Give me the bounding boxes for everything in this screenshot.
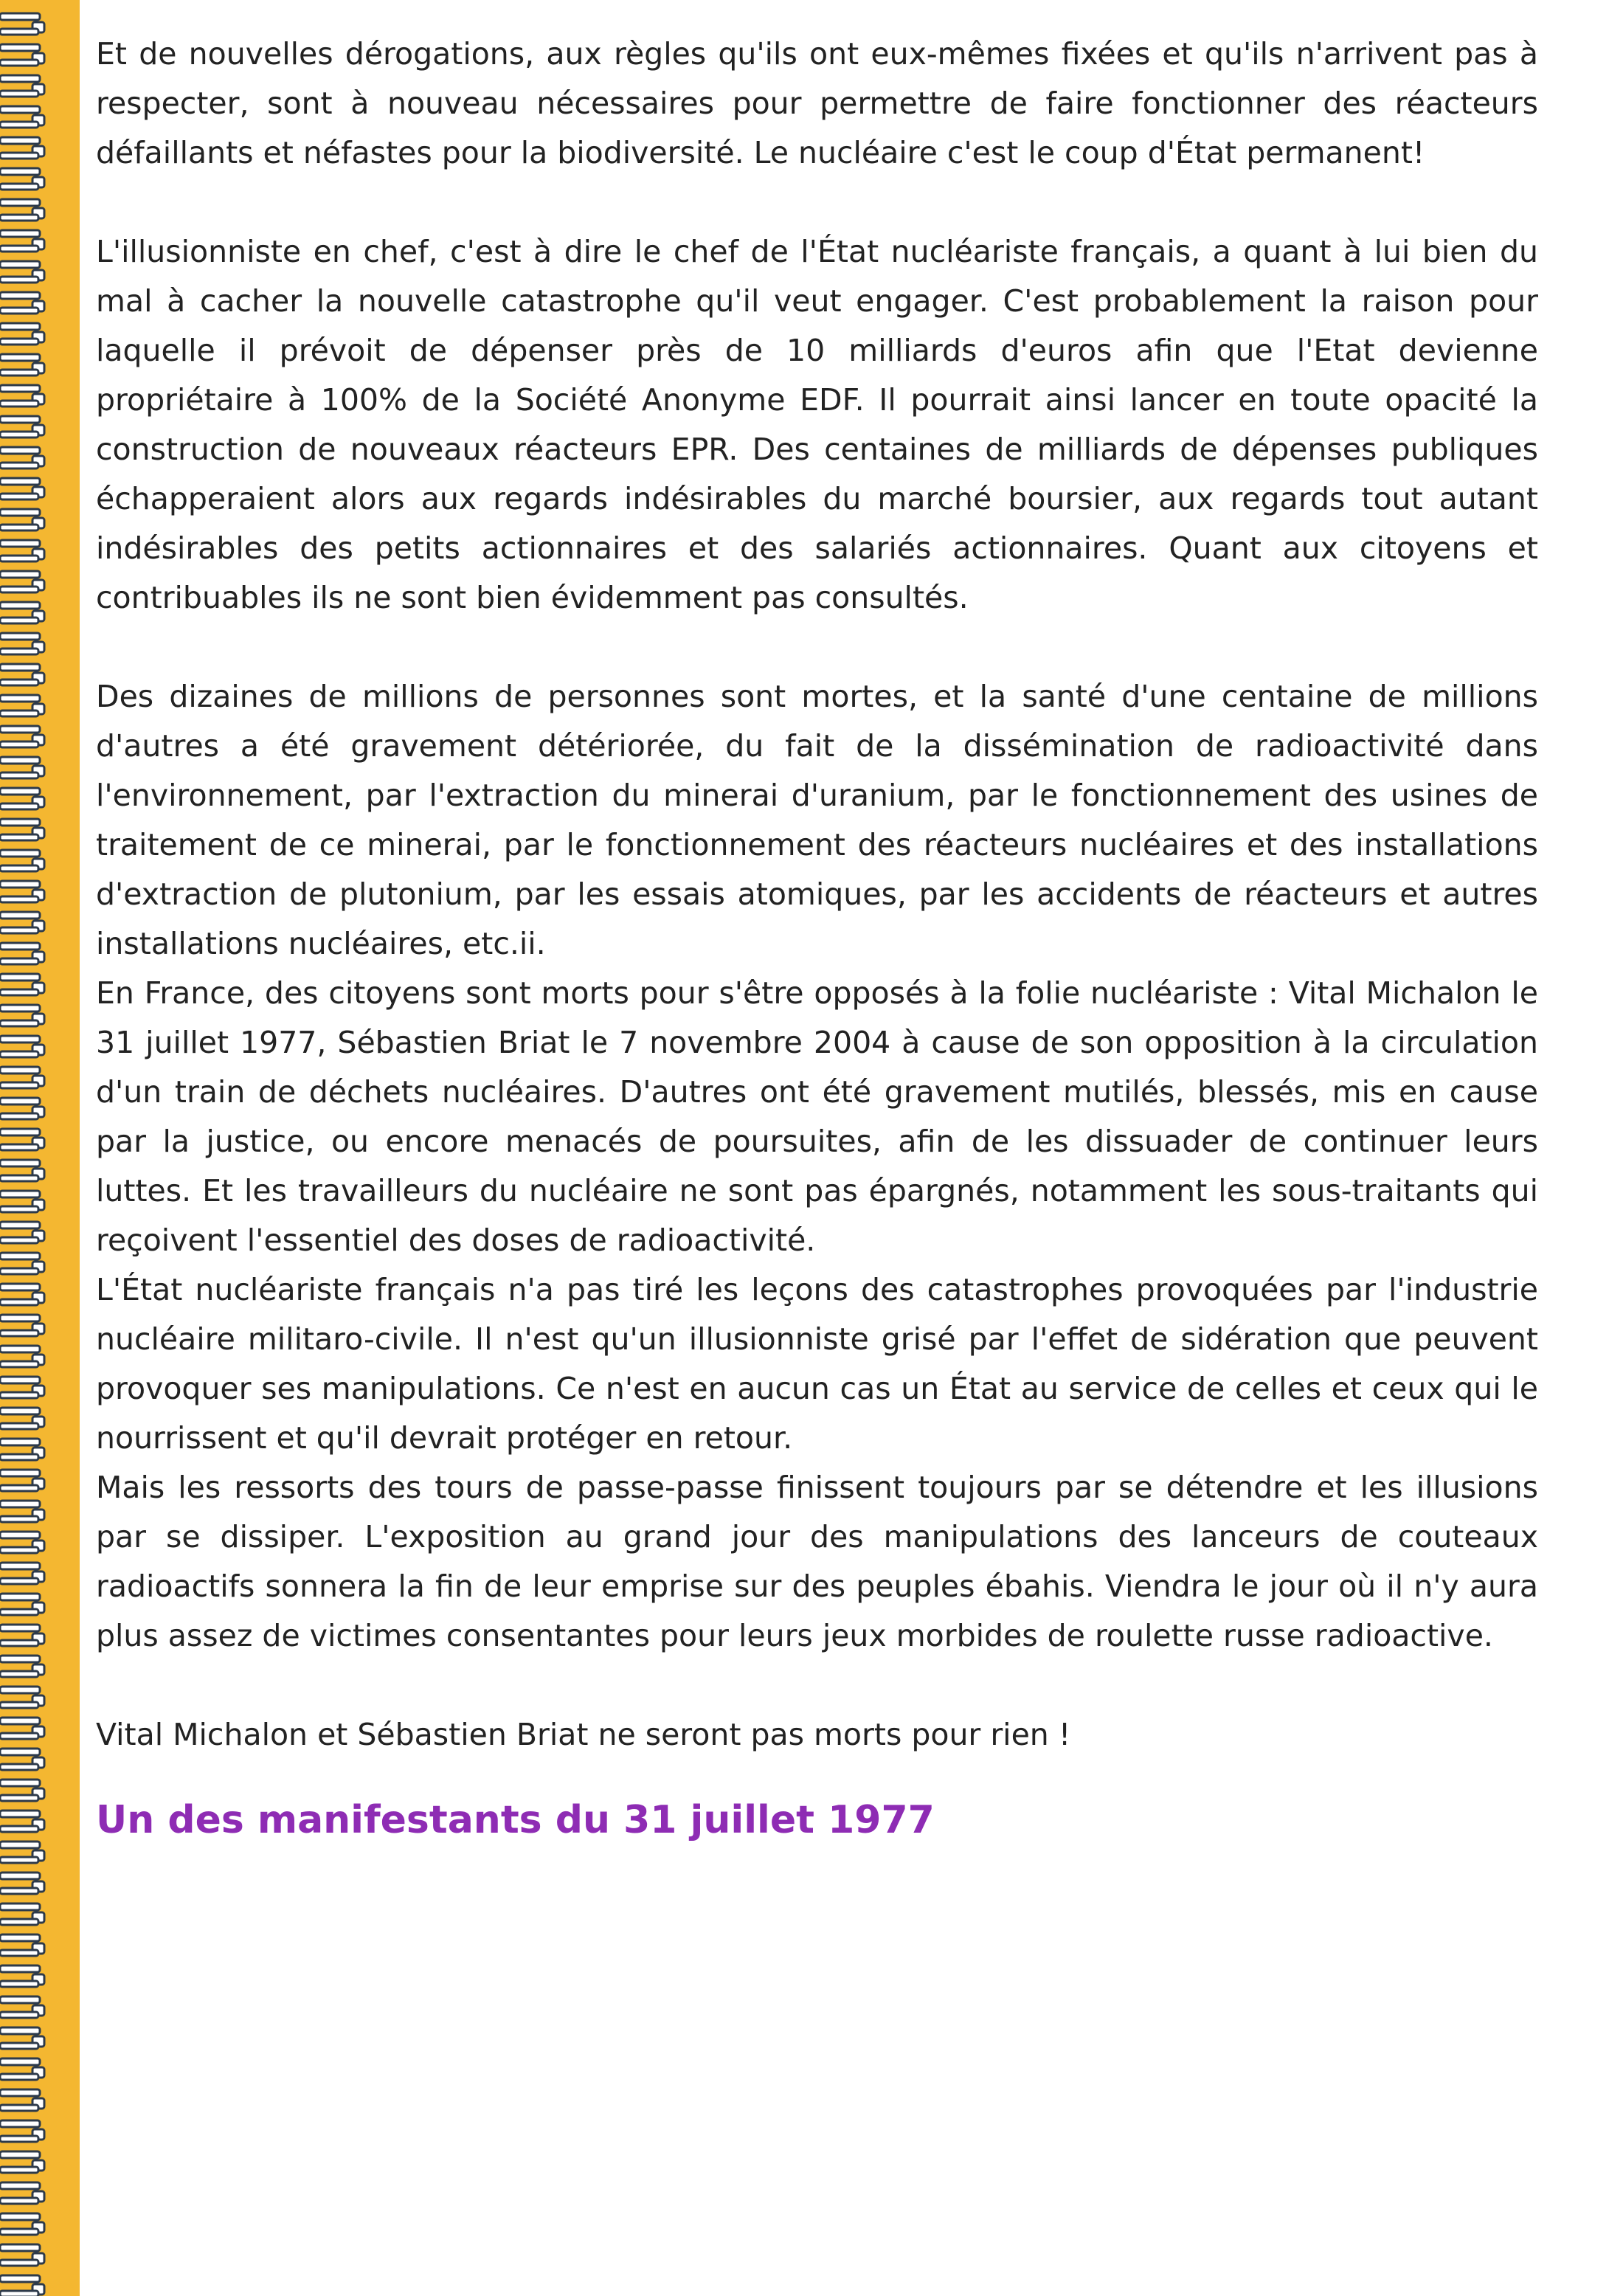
spiral-ring bbox=[0, 571, 44, 592]
spiral-ring bbox=[0, 2244, 44, 2266]
spiral-binding bbox=[0, 0, 80, 2296]
spiral-ring bbox=[0, 881, 44, 902]
spiral-ring bbox=[0, 1656, 44, 1677]
spiral-ring bbox=[0, 354, 44, 376]
spiral-ring bbox=[0, 385, 44, 407]
spiral-ring bbox=[0, 261, 44, 283]
spiral-ring bbox=[0, 2120, 44, 2142]
spiral-ring bbox=[0, 106, 44, 128]
spiral-ring bbox=[0, 540, 44, 561]
spiral-ring bbox=[0, 230, 44, 252]
spiral-ring bbox=[0, 2182, 44, 2204]
spiral-ring bbox=[0, 1873, 44, 1894]
spiral-ring bbox=[0, 695, 44, 716]
paragraph-etat-nucleariste: L'État nucléariste français n'a pas tiré les leçons des catastrophes provoquées par l'industrie nucléaire militaro-civile. Il n'est qu'un illusionniste grisé par l'effet de sidération que peuvent provoquer ses manipulations. Ce n'est en aucun cas un État au service de celles et ceux qui le nourrissent et qu'il devrait protéger en retour. bbox=[96, 1272, 1538, 1456]
spiral-ring bbox=[0, 1036, 44, 1057]
spiral-ring bbox=[0, 1563, 44, 1584]
spiral-ring bbox=[0, 292, 44, 314]
spiral-ring bbox=[0, 1067, 44, 1088]
spiral-ring bbox=[0, 1903, 44, 1925]
spiral-rings-graphic bbox=[0, 0, 80, 2296]
spiral-ring bbox=[0, 1811, 44, 1832]
spiral-ring bbox=[0, 602, 44, 623]
spiral-ring bbox=[0, 1284, 44, 1305]
spiral-ring bbox=[0, 2089, 44, 2111]
spiral-ring bbox=[0, 2275, 44, 2296]
spiral-ring bbox=[0, 1594, 44, 1615]
paragraph-france: En France, des citoyens sont morts pour s'être opposés à la folie nucléariste : Vital Michalon le 31 juillet 1977, Sébastien Briat le 7 novembre 2004 à cause de son opposition à la circulation d'un train de déchets nucléaires. D'autres ont été gravement mutilés, blessés, mis en cause par la justice, ou encore menacés de poursuites, afin de les dissuader de continuer leurs luttes. Et les travailleurs du nucléaire ne sont pas épargnés, notamment les sous-traitants qui reçoivent l'essentiel des doses de radioactivité. bbox=[96, 975, 1538, 1258]
spiral-ring bbox=[0, 478, 44, 499]
spiral-ring bbox=[0, 1346, 44, 1367]
spiral-ring bbox=[0, 1687, 44, 1708]
spiral-ring bbox=[0, 2151, 44, 2173]
document-body bbox=[96, 30, 1538, 1846]
spiral-ring bbox=[0, 1532, 44, 1553]
spiral-ring bbox=[0, 757, 44, 778]
spiral-ring bbox=[0, 447, 44, 468]
spiral-ring bbox=[0, 509, 44, 530]
spiral-ring bbox=[0, 1996, 44, 2018]
spiral-ring bbox=[0, 1965, 44, 1987]
spiral-ring bbox=[0, 199, 44, 221]
spiral-ring bbox=[0, 912, 44, 933]
spiral-ring bbox=[0, 1625, 44, 1646]
spiral-ring bbox=[0, 2027, 44, 2049]
spiral-ring bbox=[0, 2058, 44, 2080]
spiral-ring bbox=[0, 1439, 44, 1460]
spiral-ring bbox=[0, 75, 44, 97]
spiral-ring bbox=[0, 1842, 44, 1863]
paragraph-conclusion: Vital Michalon et Sébastien Briat ne seront pas morts pour rien ! bbox=[96, 1717, 1071, 1752]
spiral-ring bbox=[0, 943, 44, 964]
spiral-ring bbox=[0, 726, 44, 747]
spiral-ring bbox=[0, 13, 44, 35]
spiral-ring bbox=[0, 850, 44, 871]
spiral-ring bbox=[0, 1470, 44, 1491]
spiral-ring bbox=[0, 1749, 44, 1770]
spiral-ring bbox=[0, 168, 44, 190]
spiral-ring bbox=[0, 137, 44, 159]
spiral-ring bbox=[0, 788, 44, 809]
spiral-ring bbox=[0, 1315, 44, 1336]
spiral-ring bbox=[0, 1501, 44, 1522]
spiral-ring bbox=[0, 44, 44, 66]
paragraph-ressorts: Mais les ressorts des tours de passe-passe finissent toujours par se détendre et les illusions par se dissiper. L'exposition au grand jour des manipulations des lanceurs de couteaux radioactifs sonnera la fin de leur emprise sur des peuples ébahis. Viendra le jour où il n'y aura plus assez de victimes consentantes pour leurs jeux morbides de roulette russe radioactive. bbox=[96, 1470, 1538, 1653]
spiral-ring bbox=[0, 1780, 44, 1801]
spiral-ring bbox=[0, 1129, 44, 1150]
spiral-ring bbox=[0, 1718, 44, 1739]
spiral-ring bbox=[0, 1005, 44, 1026]
spiral-ring bbox=[0, 2213, 44, 2235]
spiral-ring bbox=[0, 1408, 44, 1429]
spiral-ring bbox=[0, 1098, 44, 1119]
signature: Un des manifestants du 31 juillet 1977 bbox=[96, 1798, 935, 1842]
spiral-ring bbox=[0, 1160, 44, 1181]
spiral-ring bbox=[0, 664, 44, 685]
spiral-ring bbox=[0, 974, 44, 995]
spiral-ring bbox=[0, 633, 44, 654]
paragraph-derogations: Et de nouvelles dérogations, aux règles qu'ils ont eux-mêmes fixées et qu'ils n'arrivent pas à respecter, sont à nouveau nécessaires pour permettre de faire fonctionner des réacteurs défaillants et néfastes pour la biodiversité. Le nucléaire c'est le coup d'État permanent! bbox=[96, 36, 1538, 170]
spiral-ring bbox=[0, 1934, 44, 1956]
spiral-ring bbox=[0, 1253, 44, 1274]
spiral-ring bbox=[0, 819, 44, 840]
spiral-ring bbox=[0, 323, 44, 345]
spiral-ring bbox=[0, 1191, 44, 1212]
paragraph-illusionniste: L'illusionniste en chef, c'est à dire le chef de l'État nucléariste français, a quant à lui bien du mal à cacher la nouvelle catastrophe qu'il veut engager. C'est probablement la raison pour laquelle il prévoit de dépenser près de 10 milliards d'euros afin que l'Etat devienne propriétaire à 100% de la Société Anonyme EDF. Il pourrait ainsi lancer en toute opacité la construction de nouveaux réacteurs EPR. Des centaines de milliards de dépenses publiques échapperaient alors aux regards indésirables du marché boursier, aux regards tout autant indésirables des petits actionnaires et des salariés actionnaires. Quant aux citoyens et contribuables ils ne sont bien évidemment pas consultés. bbox=[96, 234, 1538, 615]
spiral-ring bbox=[0, 1377, 44, 1398]
paragraph-victimes: Des dizaines de millions de personnes sont mortes, et la santé d'une centaine de millions d'autres a été gravement détériorée, du fait de la dissémination de radioactivité dans l'environnement, par l'extraction du minerai d'uranium, par le fonctionnement des usines de traitement de ce minerai, par le fonctionnement des réacteurs nucléaires et des installations d'extraction de plutonium, par les essais atomiques, par les accidents de réacteurs et autres installations nucléaires, etc.ii. bbox=[96, 679, 1538, 961]
spiral-ring bbox=[0, 1222, 44, 1243]
spiral-ring bbox=[0, 416, 44, 438]
